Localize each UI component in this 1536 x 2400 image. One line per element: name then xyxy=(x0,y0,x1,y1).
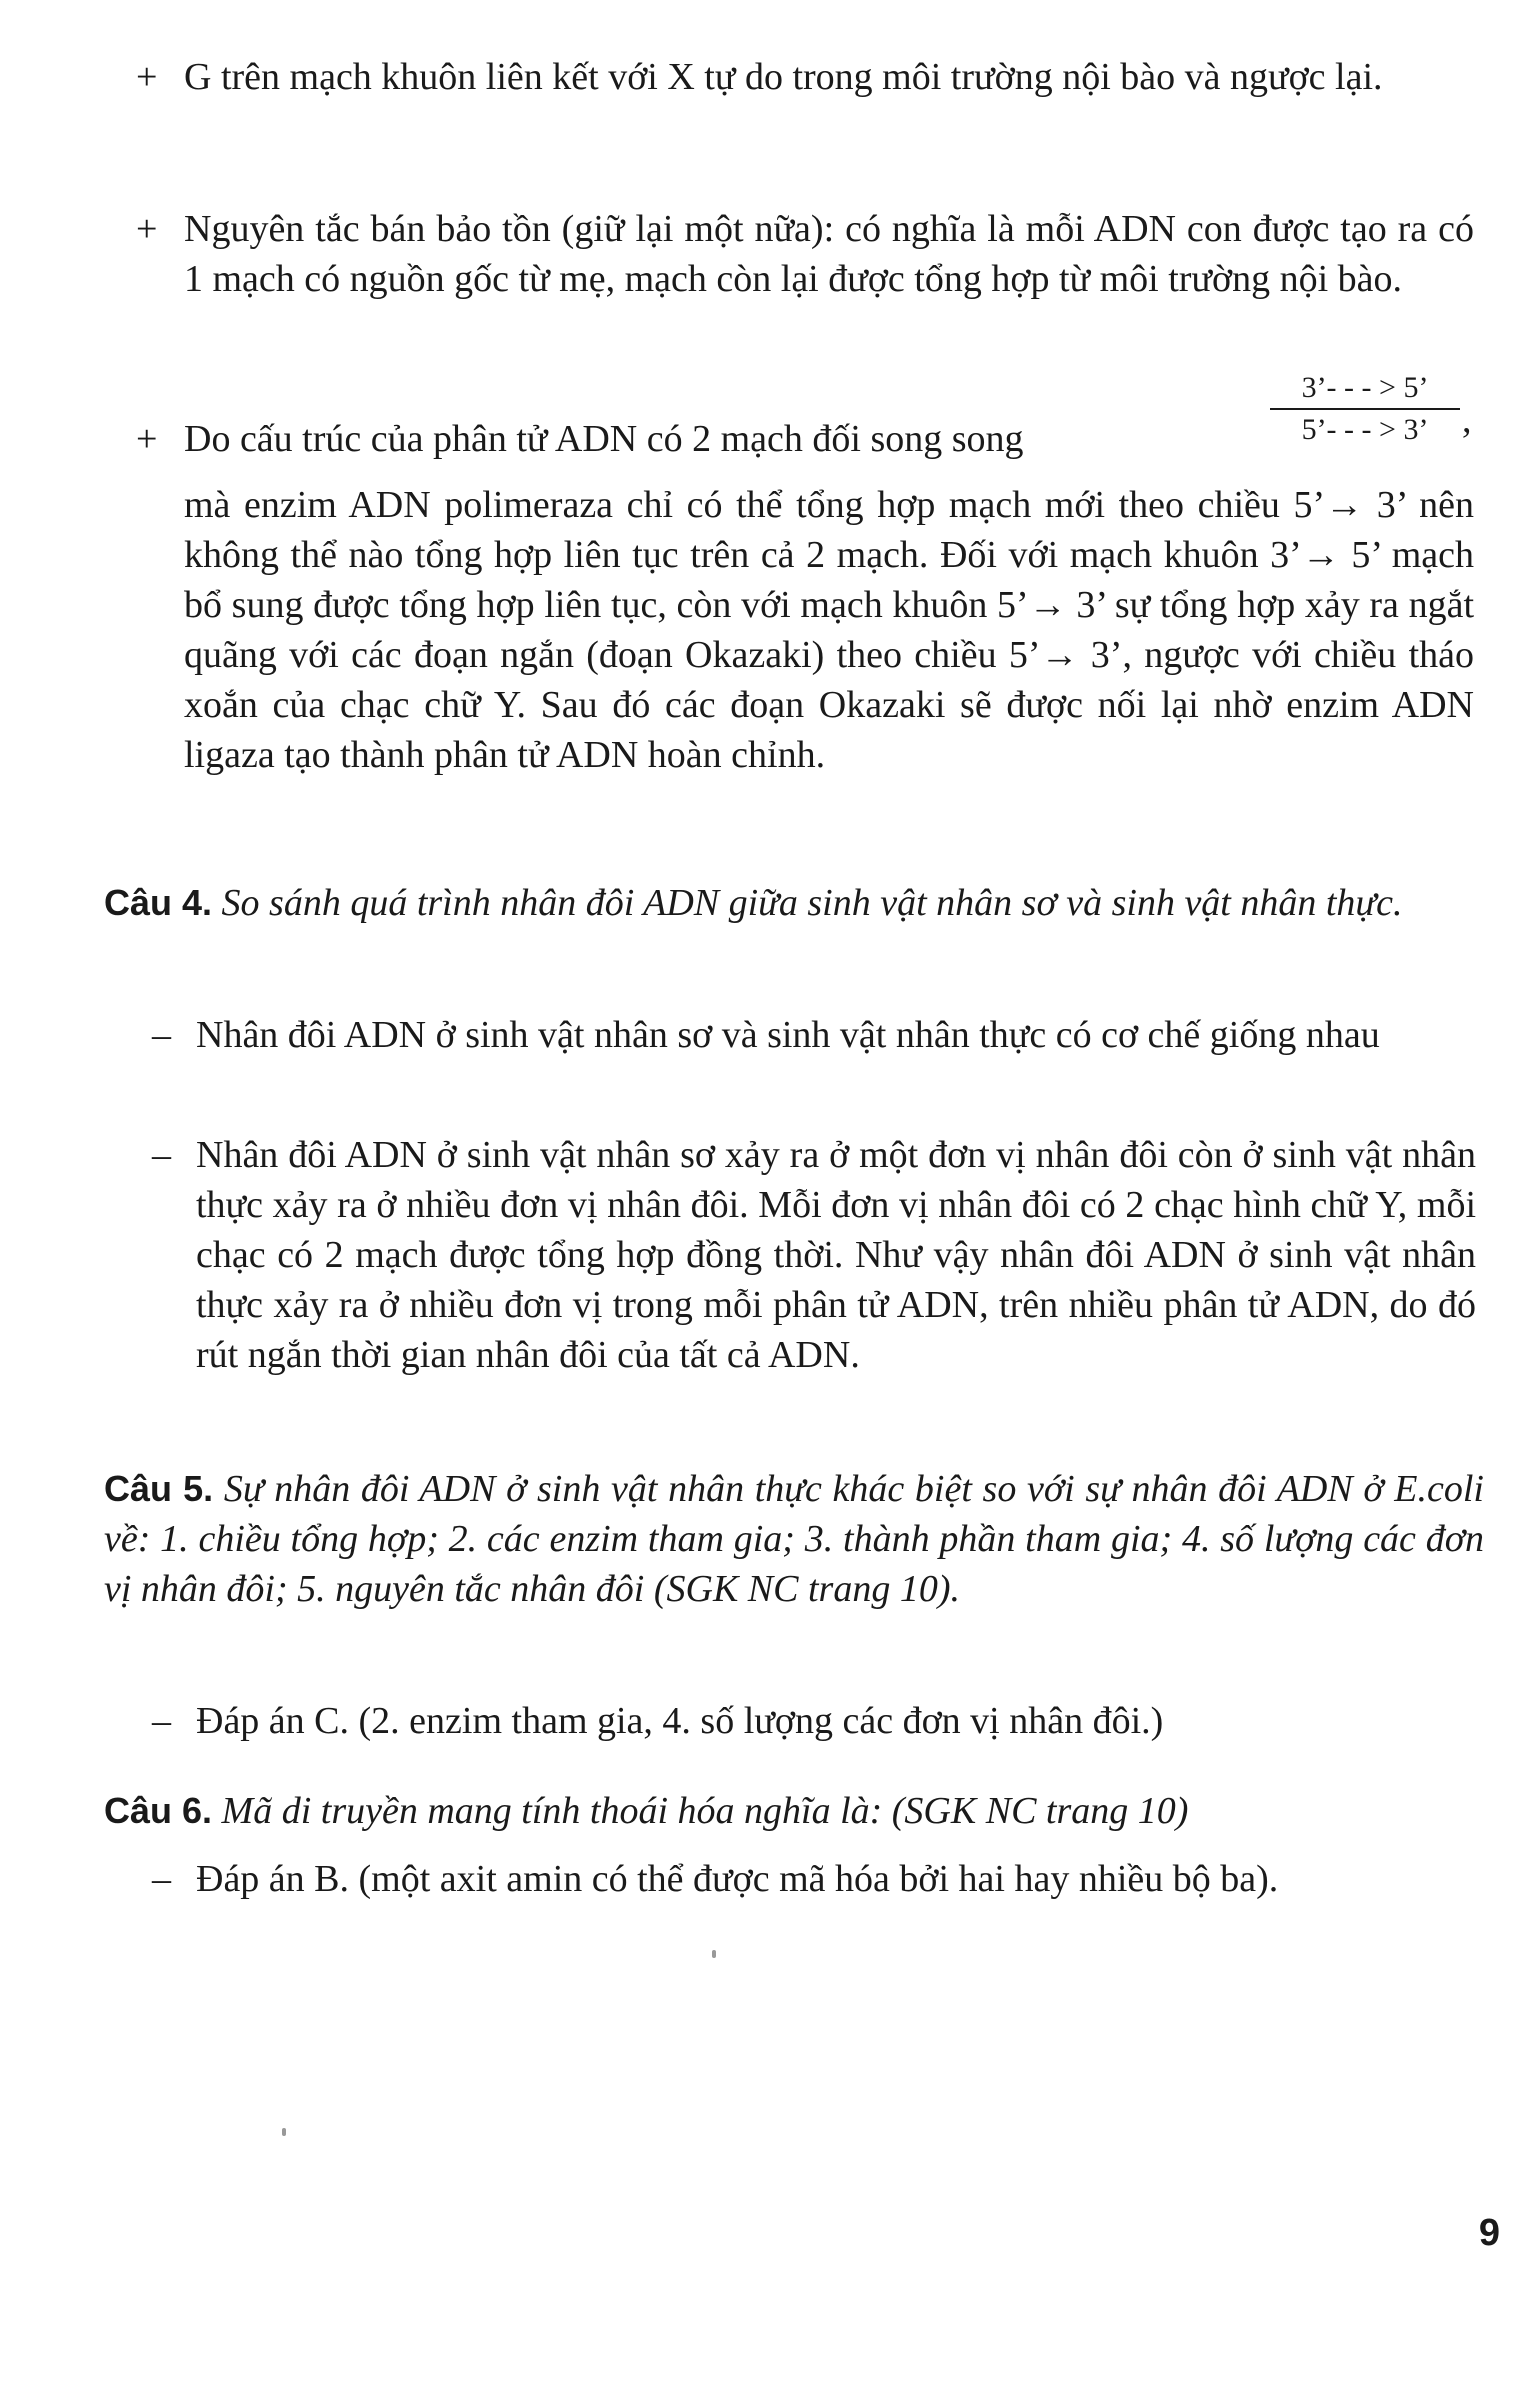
paragraph-item-3 xyxy=(136,414,1264,464)
q4-answer-2 xyxy=(152,1130,1476,1380)
question-4 xyxy=(104,878,1476,928)
paper-speck xyxy=(712,1950,716,1958)
question-text: Sự nhân đôi ADN ở sinh vật nhân thực khác biệt so với sự nhân đôi ADN ở E.coli về: 1. chiều tổng hợp; 2. các enzim tham gia; 3. thành phần tham gia; 4. số lượng các đơn vị nhân đôi; 5. nguyên tắc nhân đôi (SGK NC trang 10). xyxy=(104,1468,1484,1610)
bullet-plus: + xyxy=(136,418,158,460)
question-6 xyxy=(104,1786,1484,1836)
fraction-denominator: 5’- - - > 3’ xyxy=(1301,413,1429,446)
strand-direction-fraction xyxy=(1270,370,1460,448)
question-5 xyxy=(104,1464,1484,1614)
paragraph-text: Nhân đôi ADN ở sinh vật nhân sơ và sinh vật nhân thực có cơ chế giống nhau xyxy=(196,1014,1380,1056)
paragraph-text: Nguyên tắc bán bảo tồn (giữ lại một nữa): có nghĩa là mỗi ADN con được tạo ra có 1 mạch có nguồn gốc từ mẹ, mạch còn lại được tổng hợp từ môi trường nội bào. xyxy=(184,208,1474,300)
question-text: So sánh quá trình nhân đôi ADN giữa sinh vật nhân sơ và sinh vật nhân thực. xyxy=(221,882,1403,924)
question-label: Câu 5. xyxy=(104,1468,214,1509)
paragraph-text: G trên mạch khuôn liên kết với X tự do trong môi trường nội bào và ngược lại. xyxy=(184,56,1383,98)
bullet-dash: – xyxy=(152,1134,171,1176)
bullet-plus: + xyxy=(136,56,158,98)
paper-speck xyxy=(282,2128,286,2136)
page-number: 9 xyxy=(1478,2212,1500,2254)
paragraph-item-2 xyxy=(136,204,1474,304)
question-text: Mã di truyền mang tính thoái hóa nghĩa là: (SGK NC trang 10) xyxy=(221,1790,1189,1832)
bullet-plus: + xyxy=(136,208,158,250)
paragraph-text: Đáp án C. (2. enzim tham gia, 4. số lượng các đơn vị nhân đôi.) xyxy=(196,1700,1164,1742)
paragraph-item-1 xyxy=(136,52,1474,102)
question-label: Câu 4. xyxy=(104,882,213,923)
bullet-dash: – xyxy=(152,1014,171,1056)
paragraph-text: Đáp án B. (một axit amin có thể được mã hóa bởi hai hay nhiều bộ ba). xyxy=(196,1858,1279,1900)
fraction-numerator: 3’- - - > 5’ xyxy=(1270,370,1460,410)
paragraph-item-4 xyxy=(184,480,1474,780)
fraction-trailing-comma: , xyxy=(1462,399,1472,441)
question-label: Câu 6. xyxy=(104,1790,213,1831)
paragraph-text: Do cấu trúc của phân tử ADN có 2 mạch đối song song xyxy=(184,418,1024,460)
q4-answer-1 xyxy=(152,1010,1476,1060)
q6-answer xyxy=(152,1854,1486,1904)
paragraph-text: Nhân đôi ADN ở sinh vật nhân sơ xảy ra ở một đơn vị nhân đôi còn ở sinh vật nhân thực xảy ra ở nhiều đơn vị nhân đôi. Mỗi đơn vị nhân đôi có 2 chạc hình chữ Y, mỗi chạc có 2 mạch được tổng hợp đồng thời. Như vậy nhân đôi ADN ở sinh vật nhân thực xảy ra ở nhiều đơn vị trong mỗi phân tử ADN, trên nhiều phân tử ADN, do đó rút ngắn thời gian nhân đôi của tất cả ADN. xyxy=(196,1134,1476,1376)
bullet-dash: – xyxy=(152,1858,171,1900)
paragraph-text: mà enzim ADN polimeraza chỉ có thể tổng hợp mạch mới theo chiều 5’→ 3’ nên không thể nào tổng hợp liên tục trên cả 2 mạch. Đối với mạch khuôn 3’→ 5’ mạch bổ sung được tổng hợp liên tục, còn với mạch khuôn 5’→ 3’ sự tổng hợp xảy ra ngắt quãng với các đoạn ngắn (đoạn Okazaki) theo chiều 5’→ 3’, ngược với chiều tháo xoắn của chạc chữ Y. Sau đó các đoạn Okazaki sẽ được nối lại nhờ enzim ADN ligaza tạo thành phân tử ADN hoàn chỉnh. xyxy=(184,484,1474,776)
bullet-dash: – xyxy=(152,1700,171,1742)
q5-answer xyxy=(152,1696,1486,1746)
